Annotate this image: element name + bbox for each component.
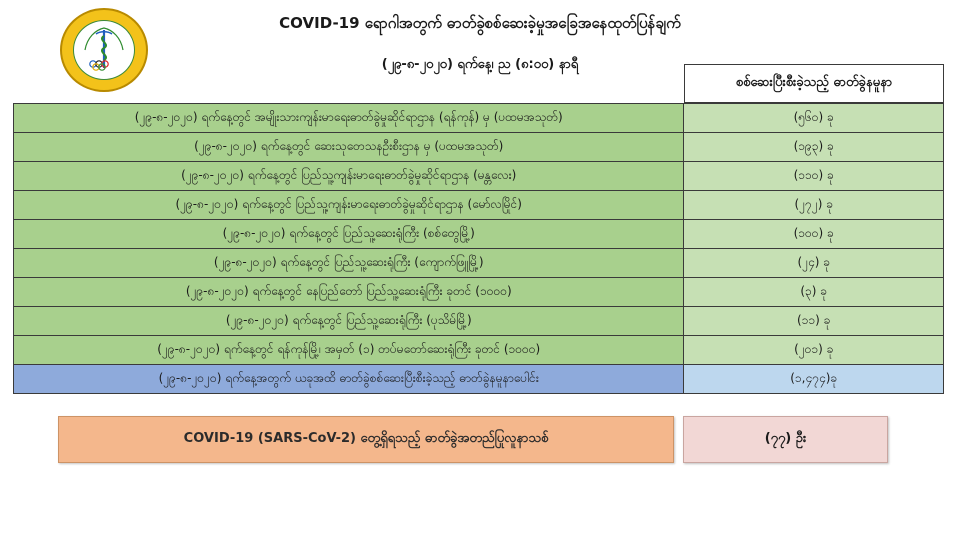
row-label: (၂၉-၈-၂၀၂၀) ရက်နေ့တွင် ပြည်သူ့ကျန်းမာရေးဓာတ်ခွဲမှုဆိုင်ရာဌာန (မန္တလေး) (14, 162, 684, 191)
total-value: (၁,၄၇၄)ခု (684, 365, 944, 394)
table-row (14, 162, 944, 191)
row-label: (၂၉-၈-၂၀၂၀) ရက်နေ့တွင် ပြည်သူ့ကျန်းမာရေးဓာတ်ခွဲမှုဆိုင်ရာဌာန (မော်လမြိုင်) (14, 191, 684, 220)
column-header-samples: စစ်ဆေးပြီးစီးခဲ့သည့် ဓာတ်ခွဲနမူနာ (684, 64, 944, 103)
row-label: (၂၉-၈-၂၀၂၀) ရက်နေ့တွင် ပြည်သူ့ဆေးရုံကြီး (ကျောက်ဖြူမြို့) (14, 249, 684, 278)
row-value: (၃) ခု (684, 278, 944, 307)
table-row (14, 336, 944, 365)
row-value: (၅၆၀) ခု (684, 104, 944, 133)
total-label: (၂၉-၈-၂၀၂၀) ရက်နေ့အတွက် ယခုအထိ ဓာတ်ခွဲစစ်ဆေးပြီးစီးခဲ့သည့် ဓာတ်ခွဲနမူနာပေါင်း (14, 365, 684, 394)
row-label: (၂၉-၈-၂၀၂၀) ရက်နေ့တွင် ရန်ကုန်မြို့၊ အမှတ် (၁) တပ်မတော်ဆေးရုံကြီး ခုတင် (၁၀၀၀) (14, 336, 684, 365)
row-label: (၂၉-၈-၂၀၂၀) ရက်နေ့တွင် နေပြည်တော် ပြည်သူ့ဆေးရုံကြီး ခုတင် (၁၀၀၀) (14, 278, 684, 307)
row-value: (၂၀၁) ခု (684, 336, 944, 365)
table-row (14, 104, 944, 133)
row-label: (၂၉-၈-၂၀၂၀) ရက်နေ့တွင် ဆေးသုတေသနဦးစီးဌာန မှ (ပထမအသုတ်) (14, 133, 684, 162)
report-title: COVID-19 ရောဂါအတွက် ဓာတ်ခွဲစစ်ဆေးခဲ့မှုအခြေအနေထုတ်ပြန်ချက် (279, 14, 681, 32)
table-row (14, 133, 944, 162)
row-label: (၂၉-၈-၂၀၂၀) ရက်နေ့တွင် ပြည်သူ့ဆေးရုံကြီး (ပုသိမ်မြို့) (14, 307, 684, 336)
row-value: (၁၀၀) ခု (684, 220, 944, 249)
table-row (14, 191, 944, 220)
ministry-logo (60, 8, 148, 92)
new-cases-value: (၇၇) ဦး (683, 416, 888, 463)
row-value: (၁၁၀) ခု (684, 162, 944, 191)
row-value: (၂၄) ခု (684, 249, 944, 278)
new-cases-label: COVID-19 (SARS-CoV-2) တွေ့ရှိရသည့် ဓာတ်ခွဲအတည်ပြုလူနာသစ် (58, 416, 674, 463)
ministry-seal-icon (73, 20, 135, 80)
test-results-table (13, 103, 944, 394)
row-value: (၂၇၂) ခု (684, 191, 944, 220)
total-row (14, 365, 944, 394)
row-label: (၂၉-၈-၂၀၂၀) ရက်နေ့တွင် အမျိုးသားကျန်းမာရေးဓာတ်ခွဲမှုဆိုင်ရာဌာန (ရန်ကုန်) မှ (ပထမအသုတ်) (14, 104, 684, 133)
row-label: (၂၉-၈-၂၀၂၀) ရက်နေ့တွင် ပြည်သူ့ဆေးရုံကြီး (စစ်တွေမြို့) (14, 220, 684, 249)
row-value: (၁၁) ခု (684, 307, 944, 336)
table-row (14, 278, 944, 307)
table-row (14, 220, 944, 249)
report-date-time: (၂၉-၈-၂၀၂၀) ရက်နေ့၊ ည (၈:၀၀) နာရီ (381, 57, 579, 72)
table-row (14, 249, 944, 278)
row-value: (၁၉၃) ခု (684, 133, 944, 162)
caduceus-rings-icon (77, 24, 131, 76)
table-row (14, 307, 944, 336)
